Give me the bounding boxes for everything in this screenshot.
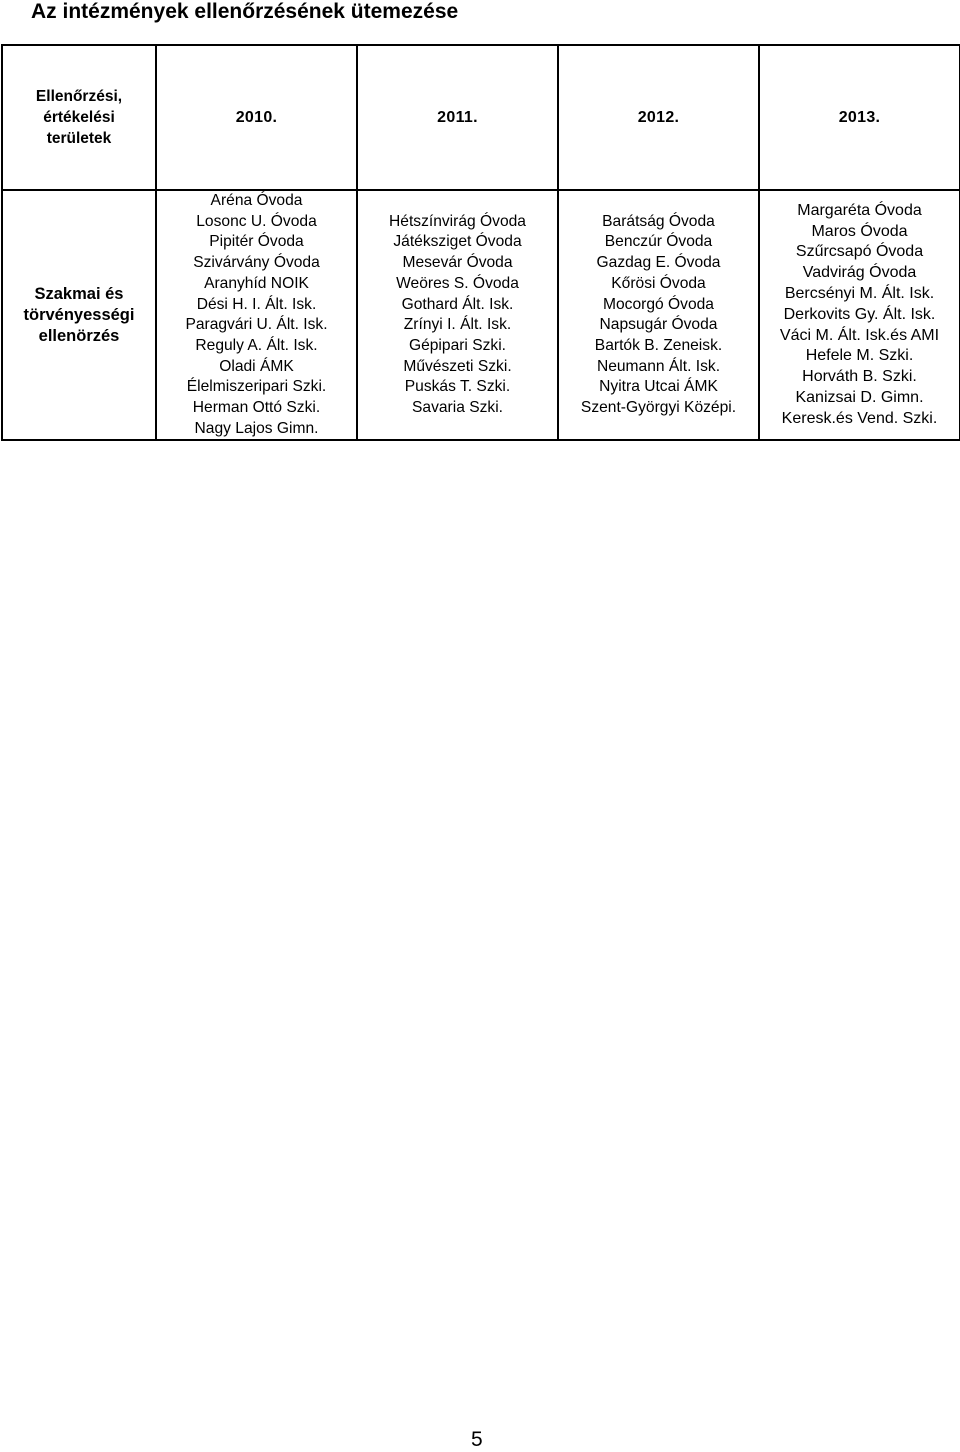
institution-item: Vadvirág Óvoda: [802, 264, 917, 282]
institution-item: Losonc U. Óvoda: [196, 212, 317, 230]
row-area-label-line: törvényességi: [23, 305, 135, 324]
institution-item: Weöres S. Óvoda: [396, 274, 519, 292]
institution-item: Hétszínvirág Óvoda: [389, 212, 526, 230]
institution-list: [358, 212, 557, 419]
row-area-label-line: ellenörzés: [38, 326, 120, 345]
institution-item: Maros Óvoda: [811, 222, 908, 240]
institution-item: Reguly A. Ált. Isk.: [195, 336, 318, 354]
institution-item: Horváth B. Szki.: [802, 368, 917, 386]
page-title: Az intézmények ellenőrzésének ütemezése: [31, 0, 459, 23]
institution-item: Margaréta Óvoda: [797, 201, 922, 219]
header-cell-year: [558, 45, 759, 190]
header-cell-year: [357, 45, 558, 190]
header-area-label-line: értékelési: [43, 109, 115, 126]
institution-item: Kőrösi Óvoda: [611, 274, 706, 292]
institution-item: Oladi ÁMK: [219, 357, 294, 375]
institution-item: Gépipari Szki.: [408, 336, 507, 354]
institution-item: Barátság Óvoda: [602, 212, 715, 230]
institution-list: [559, 212, 758, 419]
institution-item: Művészeti Szki.: [403, 357, 512, 375]
institution-item: Gazdag E. Óvoda: [596, 254, 721, 272]
institutions-cell-2011: [357, 190, 558, 440]
institution-item: Szűrcsapó Óvoda: [795, 243, 924, 261]
institution-item: Zrínyi I. Ált. Isk.: [403, 316, 512, 334]
institution-item: Hefele M. Szki.: [805, 347, 914, 365]
institution-item: Derkovits Gy. Ált. Isk.: [783, 305, 936, 323]
institution-item: Herman Ottó Szki.: [192, 399, 321, 417]
header-cell-areas: [2, 45, 156, 190]
table-row: [2, 190, 960, 440]
institution-item: Bartók B. Zeneisk.: [594, 336, 723, 354]
header-area-label-line: Ellenőrzési,: [35, 88, 123, 105]
year-label-2012: 2012.: [637, 108, 680, 126]
page-number: 5: [471, 1428, 483, 1451]
institutions-cell-2013: [759, 190, 960, 440]
institution-item: Játéksziget Óvoda: [393, 233, 522, 251]
schedule-table: [1, 44, 960, 441]
institution-item: Nyitra Utcai ÁMK: [599, 378, 718, 396]
header-cell-year: [156, 45, 357, 190]
institution-item: Paragvári U. Ált. Isk.: [185, 316, 328, 334]
year-label-2011: 2011.: [437, 108, 478, 126]
institution-list: [760, 201, 959, 430]
institution-item: Szent-Györgyi Középi.: [580, 399, 737, 417]
institution-item: Aréna Óvoda: [210, 192, 303, 209]
table-header-row: [2, 45, 960, 190]
institution-item: Gothard Ált. Isk.: [401, 295, 514, 313]
institution-item: Kanizsai D. Gimn.: [795, 389, 924, 406]
institution-item: Mesevár Óvoda: [402, 254, 513, 272]
institution-item: Dési H. I. Ált. Isk.: [196, 295, 317, 313]
institution-list: [157, 191, 356, 439]
institution-item: Napsugár Óvoda: [599, 316, 718, 334]
institution-item: Nagy Lajos Gimn.: [194, 419, 319, 437]
institution-item: Szivárvány Óvoda: [193, 254, 320, 272]
institution-item: Pipitér Óvoda: [209, 233, 304, 251]
institution-item: Mocorgó Óvoda: [603, 295, 714, 313]
institution-item: Élelmiszeripari Szki.: [186, 378, 327, 396]
institution-item: Váci M. Ált. Isk.és AMI: [779, 326, 940, 344]
institutions-cell-2012: [558, 190, 759, 440]
row-area-cell: [2, 190, 156, 440]
year-label-2013: 2013.: [838, 108, 881, 126]
institution-item: Keresk.és Vend. Szki.: [781, 409, 938, 427]
header-area-label-line: területek: [46, 130, 112, 147]
header-cell-year: [759, 45, 960, 190]
institution-item: Neumann Ált. Isk.: [596, 357, 721, 375]
year-label-2010: 2010.: [235, 108, 278, 126]
institution-item: Bercsényi M. Ált. Isk.: [784, 285, 935, 303]
institution-item: Savaria Szki.: [412, 399, 503, 417]
institutions-cell-2010: [156, 190, 357, 440]
row-area-label-line: Szakmai és: [34, 284, 124, 303]
institution-item: Aranyhíd NOIK: [204, 274, 309, 292]
institution-item: Puskás T. Szki.: [404, 378, 511, 396]
institution-item: Benczúr Óvoda: [604, 233, 713, 251]
